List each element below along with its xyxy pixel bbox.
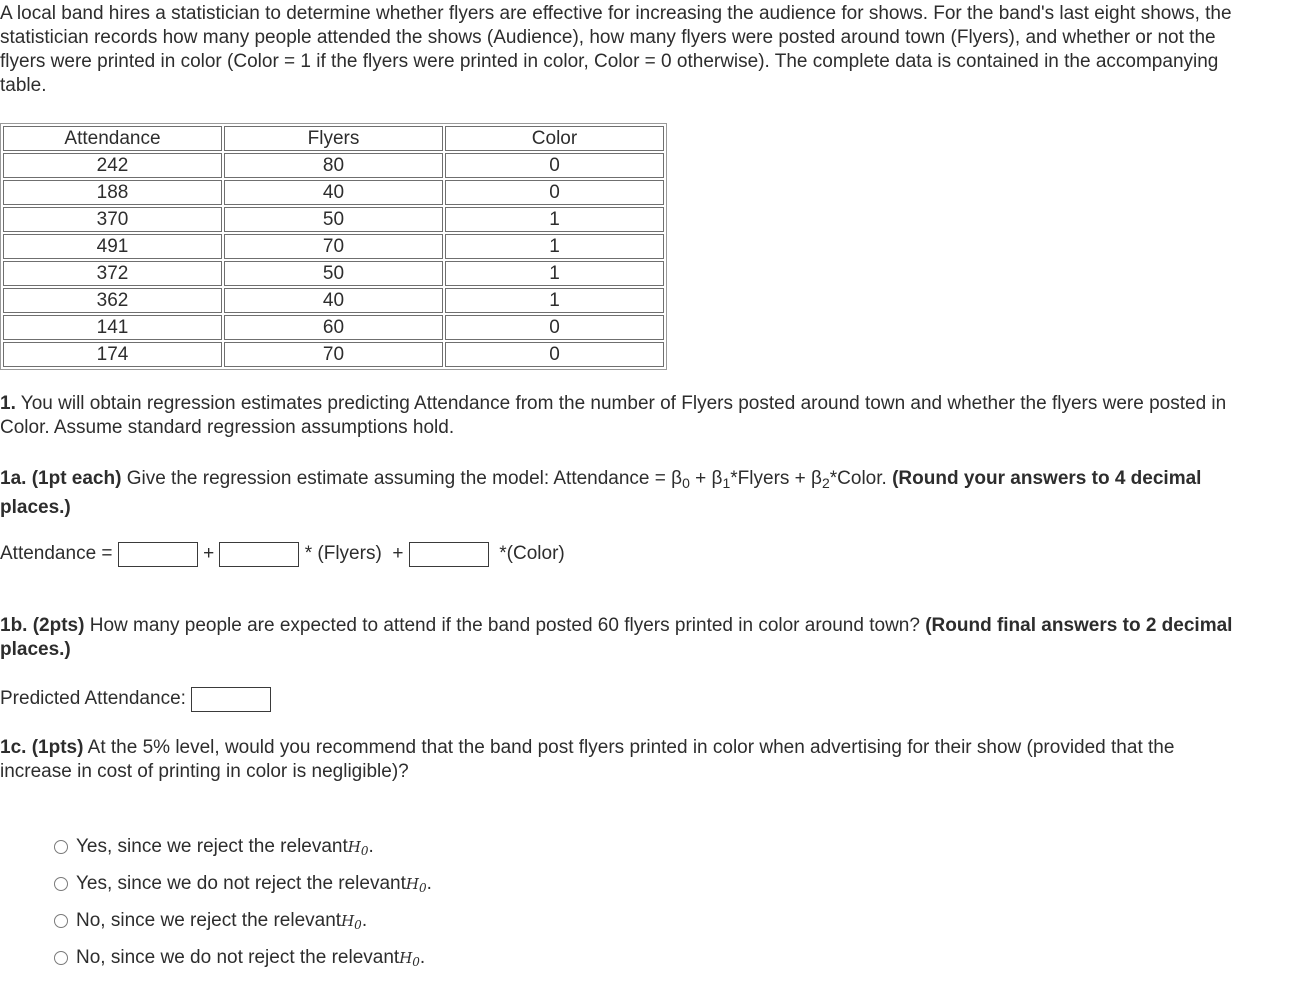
flyers-coefficient-input[interactable] — [219, 542, 299, 567]
cell-color: 0 — [445, 180, 664, 205]
option-yes-reject[interactable] — [54, 828, 432, 865]
option-text: No, since we do not reject the relevant — [76, 946, 400, 968]
cell-attendance: 141 — [3, 315, 222, 340]
null-hypothesis-symbol: $H_0$ — [347, 837, 369, 858]
cell-flyers: 50 — [224, 261, 443, 286]
cell-attendance: 174 — [3, 342, 222, 367]
regression-equation — [0, 541, 565, 567]
table-row — [3, 261, 664, 286]
predicted-attendance-line — [0, 686, 271, 712]
option-period: . — [361, 909, 368, 931]
cell-flyers: 70 — [224, 342, 443, 367]
color-coefficient-input[interactable] — [409, 542, 489, 567]
cell-flyers: 40 — [224, 180, 443, 205]
null-hypothesis-symbol: $H_0$ — [341, 911, 362, 932]
option-period: . — [426, 872, 432, 894]
option-text: No, since we reject the relevant — [76, 909, 342, 931]
radio-button[interactable] — [54, 914, 68, 928]
question-1c-text: At the 5% level, would you recommend that the band post flyers printed in color when advertising for their show (provided that the increase in cost of printing in color is negligible)? — [0, 737, 1175, 782]
intercept-input[interactable] — [118, 542, 198, 567]
cell-attendance: 372 — [3, 261, 222, 286]
option-no-not-reject[interactable] — [54, 939, 432, 976]
question-1c-label: 1c. (1pts) — [0, 737, 84, 758]
option-text: Yes, since we do not reject the relevant — [76, 872, 406, 894]
table-row — [3, 288, 664, 313]
question-1b-text: How many people are expected to attend if the band posted 60 flyers printed in color around town? — [84, 615, 926, 636]
cell-flyers: 60 — [224, 315, 443, 340]
option-period: . — [419, 946, 426, 968]
question-1 — [0, 392, 1240, 440]
intro-paragraph: A local band hires a statistician to determine whether flyers are effective for increasing the audience for shows. For the band's last eight shows, the statistician records how many people attended the shows (Audience), how many flyers were posted around town (Flyers), and whether or not the flyers were printed in color (Color = 1 if the flyers were printed in color, Color = 0 otherwise). The complete data is contained in the accompanying table. — [0, 3, 1232, 96]
predicted-attendance-input[interactable] — [191, 687, 271, 712]
predicted-attendance-label: Predicted Attendance: — [0, 688, 192, 709]
question-1-text: You will obtain regression estimates predicting Attendance from the number of Flyers posted around town and whether the flyers were posted in Color. Assume standard regression assumptions hold. — [0, 393, 1227, 438]
beta2-subscript: 2 — [821, 475, 830, 491]
header-attendance: Attendance — [3, 126, 222, 151]
cell-flyers: 50 — [224, 207, 443, 232]
equation-flyers-label: * (Flyers) + — [299, 543, 409, 564]
cell-color: 1 — [445, 234, 664, 259]
cell-flyers: 80 — [224, 153, 443, 178]
table-row — [3, 342, 664, 367]
beta1-subscript: 1 — [722, 475, 731, 491]
beta0-subscript: 0 — [682, 475, 690, 491]
cell-color: 1 — [445, 288, 664, 313]
question-1b-label: 1b. (2pts) — [0, 615, 85, 636]
header-color: Color — [445, 126, 664, 151]
cell-attendance: 370 — [3, 207, 222, 232]
model-plus-beta1: + β — [689, 468, 723, 489]
option-text: Yes, since we reject the relevant — [76, 835, 348, 857]
equation-plus: + — [197, 543, 220, 564]
cell-color: 0 — [445, 315, 664, 340]
cell-attendance: 491 — [3, 234, 222, 259]
table-row — [3, 234, 664, 259]
question-1c — [0, 736, 1240, 784]
model-color-term: *Color. — [829, 468, 893, 489]
option-no-reject[interactable] — [54, 902, 432, 939]
cell-attendance: 362 — [3, 288, 222, 313]
radio-button[interactable] — [54, 951, 68, 965]
option-period: . — [368, 835, 374, 857]
table-row — [3, 315, 664, 340]
question-1a-label: 1a. (1pt each) — [0, 468, 122, 489]
table-header-row — [3, 126, 664, 151]
rounding-note: (Round your answers to 4 decimal places.) — [0, 468, 1202, 518]
null-hypothesis-symbol: $H_0$ — [405, 874, 427, 895]
equation-lhs: Attendance = — [0, 543, 118, 564]
question-1-number: 1. — [0, 393, 16, 414]
table-row — [3, 180, 664, 205]
cell-color: 1 — [445, 207, 664, 232]
cell-attendance: 242 — [3, 153, 222, 178]
model-flyers-term: *Flyers + β — [730, 468, 822, 489]
radio-button[interactable] — [54, 877, 68, 891]
cell-color: 0 — [445, 342, 664, 367]
data-table — [0, 123, 667, 370]
question-1a — [0, 464, 1240, 522]
option-yes-not-reject[interactable] — [54, 865, 432, 902]
table-row — [3, 153, 664, 178]
model-text-start: Give the regression estimate assuming the model: Attendance = β — [121, 468, 683, 489]
table-row — [3, 207, 664, 232]
radio-button[interactable] — [54, 840, 68, 854]
question-1b-rounding-note: (Round final answers to 2 decimal places.) — [0, 615, 1233, 660]
cell-color: 0 — [445, 153, 664, 178]
cell-flyers: 70 — [224, 234, 443, 259]
cell-flyers: 40 — [224, 288, 443, 313]
question-1b — [0, 614, 1245, 662]
cell-color: 1 — [445, 261, 664, 286]
cell-attendance: 188 — [3, 180, 222, 205]
answer-options — [54, 828, 432, 976]
equation-color-label: *(Color) — [488, 543, 565, 564]
header-flyers: Flyers — [224, 126, 443, 151]
null-hypothesis-symbol: $H_0$ — [399, 948, 420, 969]
